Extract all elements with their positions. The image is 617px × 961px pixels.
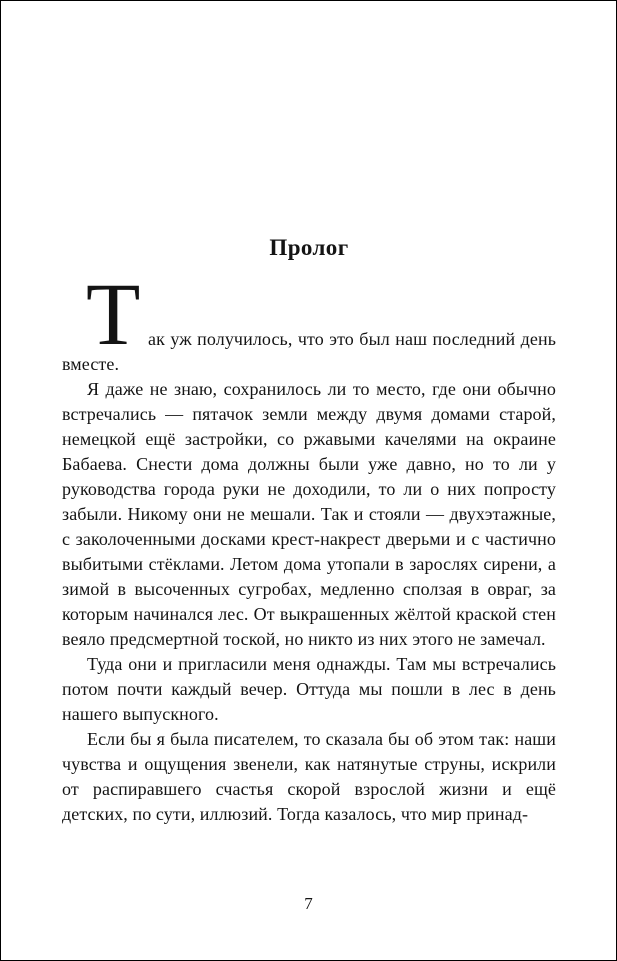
drop-cap: Т [86,266,141,364]
text-block [62,1,556,827]
page-number: 7 [304,894,313,913]
body-paragraph: Я даже не знаю, сохранилось ли то место, где они обычно встречались — пятачок земли между двумя домами старой, немецкой ещё застройки, со ржавыми качелями на окраине Бабаева. Снести дома должны были уже давно, но то ли у руководства города руки не доходили, то ли о них попросту забыли. Никому они не мешали. Так и стояли — двухэтажные, с заколоченными досками крест-накрест дверьми и с частично выбитыми стёклами. Летом дома утопали в зарослях сирени, а зимой в высоченных сугробах, медленно сползая в овраг, за которым начинался лес. От выкрашенных жёлтой краской стен веяло предсмертной тоской, но никто из них этого не замечал. [62,379,556,649]
chapter-title: Пролог [269,235,349,260]
opening-paragraph [62,266,556,377]
body-paragraph: Туда они и пригласили меня однажды. Там мы встречались потом почти каждый вечер. Оттуда мы пошли в лес в день нашего выпускного. [62,654,556,724]
body-paragraph: Если бы я была писателем, то сказала бы об этом так: наши чувства и ощущения звенели, как натянутые струны, искрили от распиравшего счастья скорой взрослой жизни и ещё детских, по сути, иллюзий. Тогда казалось, что мир принад- [62,729,556,824]
opening-paragraph-text: ак уж получилось, что это был наш последний день вместе. [62,329,556,374]
